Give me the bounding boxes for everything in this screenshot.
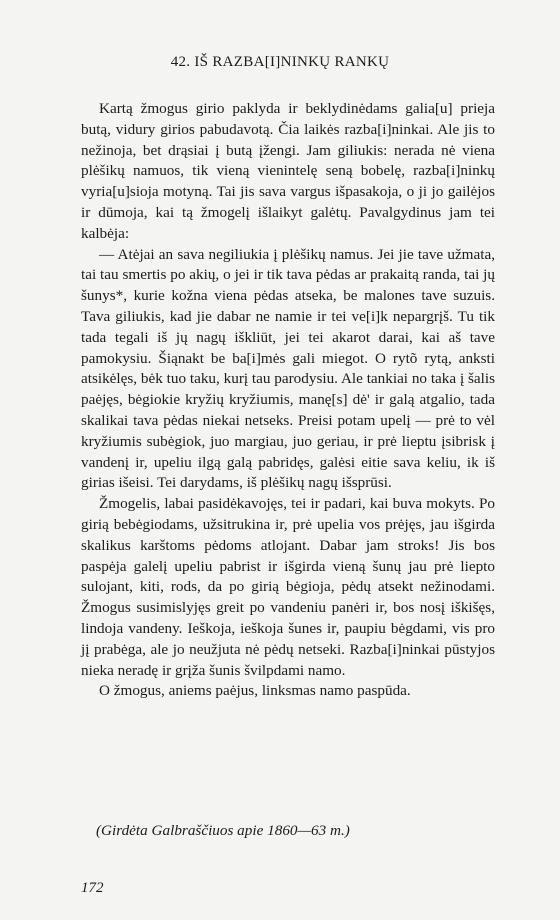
page-number: 172 (81, 880, 104, 896)
paragraph-1: Kartą žmogus girio paklyda ir beklydinėdams galia[u] prieja butą, vidury girios pabudavotą. Čia laikės razba[i]ninkai. Ale jis to nežinoja, bet drąsiai į butą įžengi. Jam giliukis: nerada nė viena plėšikų namuos, tik vieną vienintelę seną bobelę, razba[i]ninkų vyria[u]sioja motyną. Tai jis sava vargus išpasakoja, o ji jo gailėjos ir dūmoja, kai tą žmogelį išlaikyt galėtų. Pavalgydinus jam tei kalbėja: (81, 100, 495, 242)
paragraph-4: O žmogus, aniems paėjus, linksmas namo paspūda. (99, 682, 411, 700)
story-body (81, 99, 495, 702)
story-title: 42. IŠ RAZBA[I]NINKŲ RANKŲ (170, 54, 390, 70)
paragraph-2: — Atėjai an sava negiliukia į plėšikų namus. Jei jie tave užmata, tai tau smertis po akių, o jei ir tik tava pėdas ar prakaitą randa, tai jų šunys*, kurie kožna viena pėdas atseka, be malones tave suzuis. Tava giliukis, kad jie dabar ne namie ir tei ve[i]k nepargrįš. Tu tik tada tegali iš jų nagų iškliūt, jei tei akarot darai, kai aš tave pamokysiu. Šiąnakt be ba[i]mės gali miegot. O rytõ rytą, anksti atsikėlęs, bėk tuo taku, kurį tau parodysiu. Ale tankiai no taka į šalis paėjęs, bėgiokie kryžių kryžiumis, manę[s] dė' ir galą atgalio, tada skalikai tava pėdas niekai netseks. Preisi potam upelį — prė to vėl kryžiumis subėgiok, juo margiau, juo geriau, ir prė lieptu įsibrisk į vandenį ir, upeliu ilgą galą pabridęs, galėsi eitie sava keliu, ik iš girias išeisi. Tei darydams, iš plėšikų nagų išsprūsi. (81, 245, 495, 492)
paragraph-3: Žmogelis, labai pasidėkavojęs, tei ir padari, kai buva mokyts. Po girią bebėgiodams, užsitrukina ir, prė upelia vos prėjęs, jau išgirda skalikus karštoms pėdoms atlojant. Dabar jam stroks! Jis bos paspėja galelį upeliu pabrist ir išgirda vieną šunų jau prė liepto sulojant, kiti, rods, da po girią bėgioja, pėdų atsekt nežinodami. Žmogus susimislyjęs greit po vandeniu panėri ir, bos nosį iškišęs, lindoja vandeny. Ieškoja, ieškoja šunes ir, paupiu bėgdami, vis pro jį prabėga, ale jo neužjuta nė pėdų netseki. Razba[i]ninkai pūstyjos nieka neradę ir grįža šunis švilpdami namo. (81, 495, 495, 679)
source-note: (Girdėta Galbraščiuos apie 1860—63 m.) (96, 822, 350, 839)
